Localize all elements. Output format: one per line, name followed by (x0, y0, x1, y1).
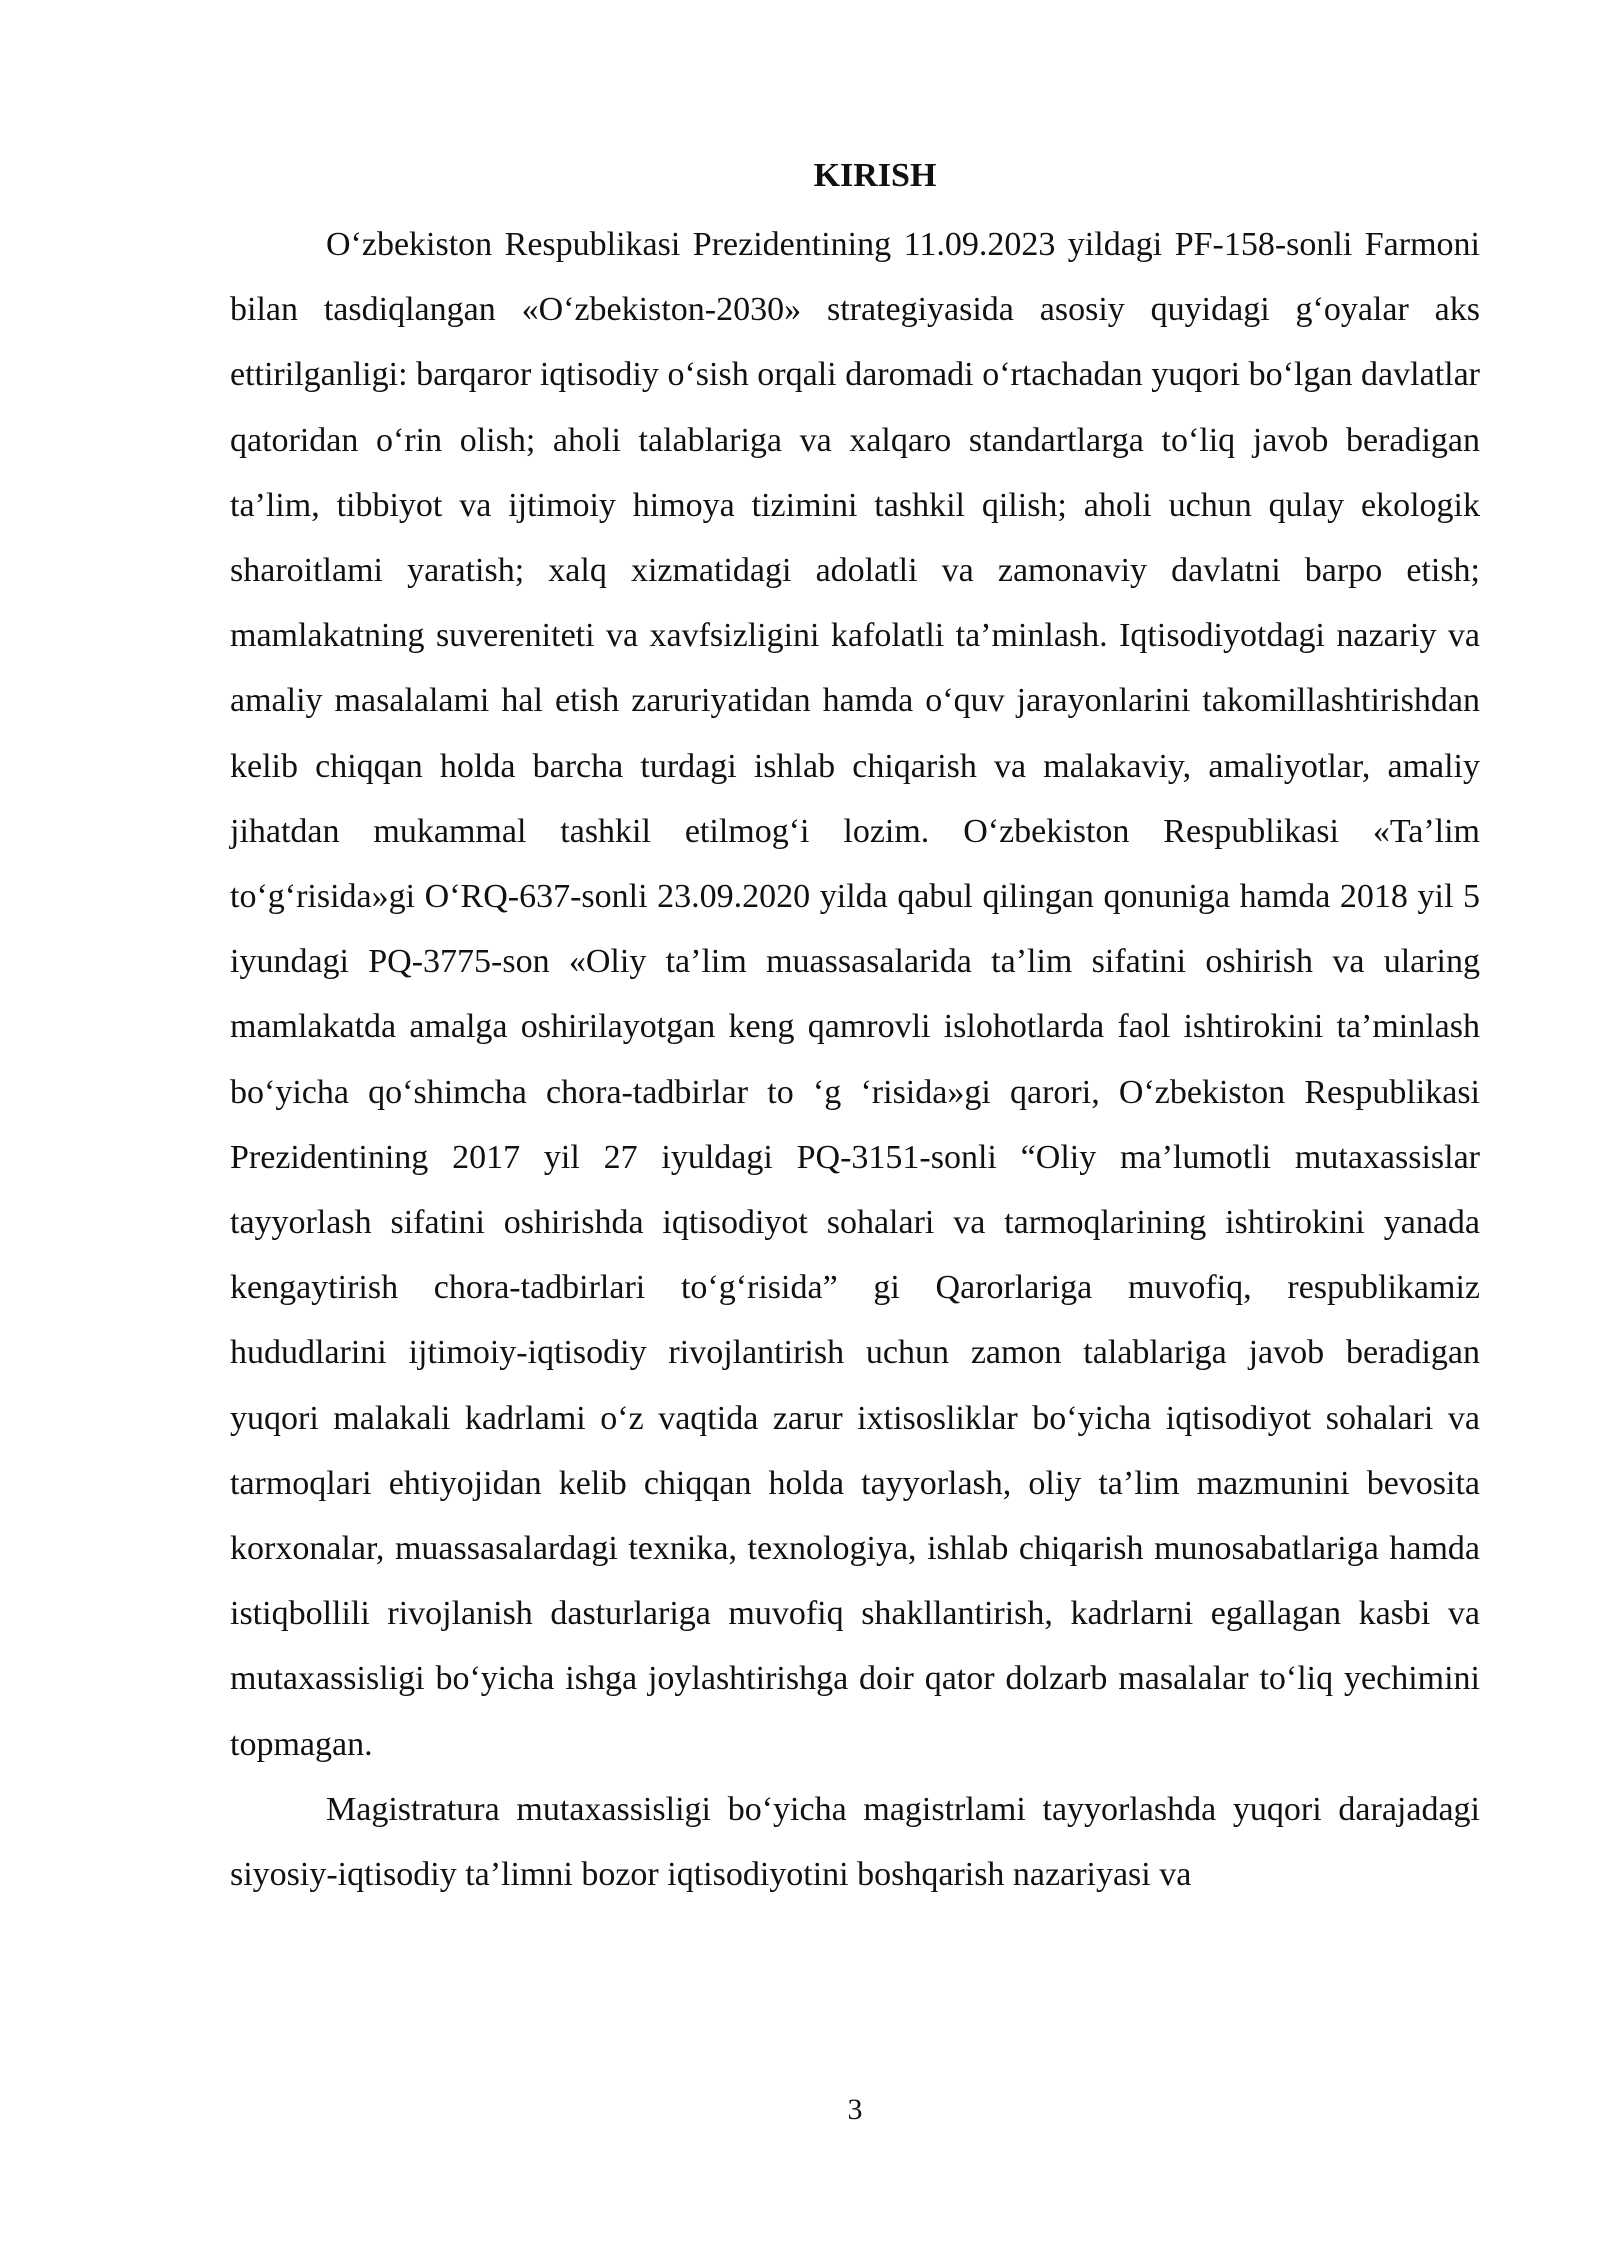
paragraph-2: Magistratura mutaxassisligi bo‘yicha magistrlami tayyorlashda yuqori darajadagi siyosiy-iqtisodiy ta’limni bozor iqtisodiyotini boshqarish nazariyasi va (230, 1790, 1480, 1894)
page-number: 3 (847, 2093, 863, 2126)
section-heading: KIRISH (813, 157, 937, 194)
paragraph-1: O‘zbekiston Respublikasi Prezidentining 11.09.2023 yildagi PF-158-sonli Farmoni bilan tasdiqlangan «O‘zbekiston-2030» strategiyasida asosiy quyidagi g‘oyalar aks ettirilganligi: barqaror iqtisodiy o‘sish orqali daromadi o‘rtachadan yuqori bo‘lgan davlatlar qatoridan o‘rin olish; aholi talablariga va xalqaro standartlarga to‘liq javob beradigan ta’lim, tibbiyot va ijtimoiy himoya tizimini tashkil qilish; aholi uchun qulay ekologik sharoitlami yaratish; xalq xizmatidagi adolatli va zamonaviy davlatni barpo etish; mamlakatning suvereniteti va xavfsizligini kafolatli ta’minlash. Iqtisodiyotdagi nazariy va amaliy masalalami hal etish zaruriyatidan hamda o‘quv jarayonlarini takomillashtirishdan kelib chiqqan holda barcha turdagi ishlab chiqarish va malakaviy, amaliyotlar, amaliy jihatdan mukammal tashkil etilmog‘i lozim. O‘zbekiston Respublikasi «Ta’lim to‘g‘risida»gi O‘RQ-637-sonli 23.09.2020 yilda qabul qilingan qonuniga hamda 2018 yil 5 iyundagi PQ-3775-son «Oliy ta’lim muassasalarida ta’lim sifatini oshirish va ularing mamlakatda amalga oshirilayotgan keng qamrovli islohotlarda faol ishtirokini ta’minlash bo‘yicha qo‘shimcha chora-tadbirlar to ‘g ‘risida»gi qarori, O‘zbekiston Respublikasi Prezidentining 2017 yil 27 iyuldagi PQ-3151-sonli “Oliy ma’lumotli mutaxassislar tayyorlash sifatini oshirishda iqtisodiyot sohalari va tarmoqlarining ishtirokini yanada kengaytirish chora-tadbirlari to‘g‘risida” gi Qarorlariga muvofiq, respublikamiz hududlarini ijtimoiy-iqtisodiy rivojlantirish uchun zamon talablariga javob beradigan yuqori malakali kadrlami o‘z vaqtida zarur ixtisosliklar bo‘yicha iqtisodiyot sohalari va tarmoqlari ehtiyojidan kelib chiqqan holda tayyorlash, oliy ta’lim mazmunini bevosita korxonalar, muassasalardagi texnika, texnologiya, ishlab chiqarish munosabatlariga hamda istiqbollili rivojlanish dasturlariga muvofiq shakllantirish, kadrlarni egallagan kasbi va mutaxassisligi bo‘yicha ishga joylashtirishga doir qator dolzarb masalalar to‘liq yechimini topmagan. (230, 226, 1480, 1763)
page-content (230, 150, 1480, 1907)
